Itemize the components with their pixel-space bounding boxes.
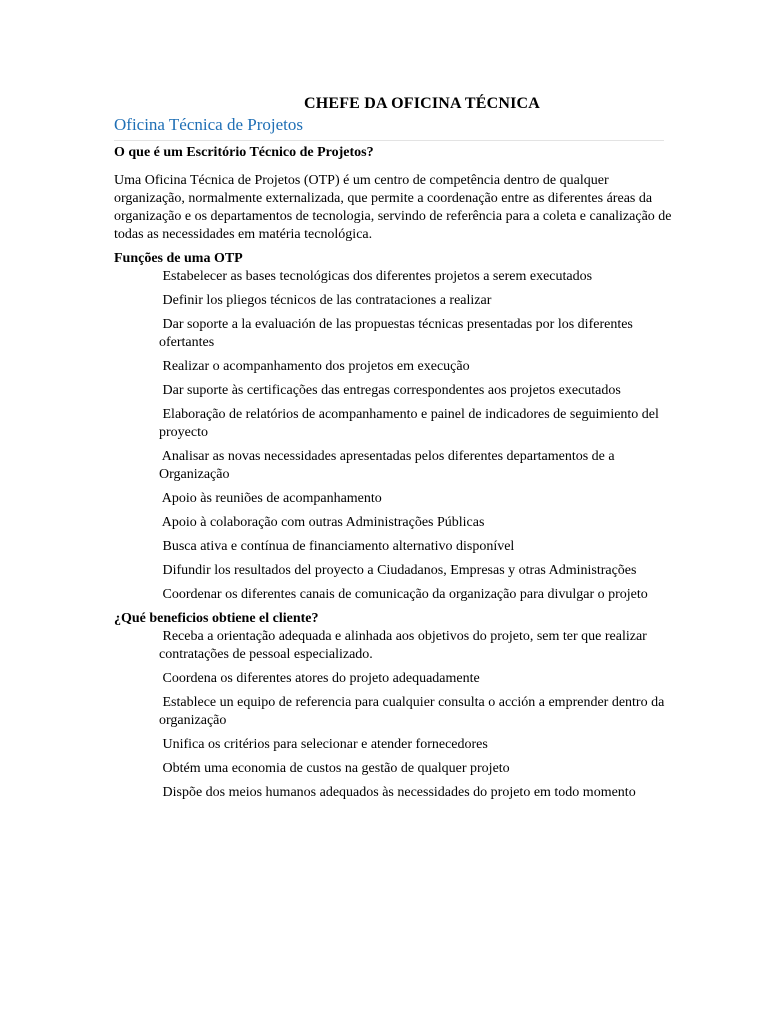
function-item-text: Analisar as novas necessidades apresentadas pelos diferentes departamentos de a Organização: [159, 449, 615, 482]
function-item: [139, 586, 674, 604]
benefit-item: [139, 628, 674, 664]
benefit-item-text: Unifica os critérios para selecionar e atender fornecedores: [159, 737, 488, 752]
benefit-item: [139, 784, 674, 802]
function-item: [139, 490, 674, 508]
section-title: Oficina Técnica de Projetos: [114, 115, 303, 134]
benefit-item-text: Coordena os diferentes atores do projeto adequadamente: [159, 671, 480, 686]
function-item-text: Realizar o acompanhamento dos projetos em execução: [159, 359, 470, 374]
function-item-text: Estabelecer as bases tecnológicas dos diferentes projetos a serem executados: [159, 269, 593, 284]
function-item: [139, 358, 674, 376]
benefit-item-text: Obtém uma economia de custos na gestão de qualquer projeto: [159, 761, 510, 776]
function-item-text: Dar soporte a la evaluación de las propuestas técnicas presentadas por los diferentes ofertantes: [159, 317, 633, 350]
function-item-text: Elaboração de relatórios de acompanhamento e painel de indicadores de seguimiento del proyecto: [159, 407, 659, 440]
document-title: CHEFE DA OFICINA TÉCNICA: [303, 95, 541, 112]
benefits-list: [114, 628, 674, 802]
function-item: [139, 448, 674, 484]
benefit-item: [139, 760, 674, 778]
question-heading: O que é um Escritório Técnico de Projetos?: [114, 145, 374, 160]
function-item: [139, 316, 674, 352]
document-body: [114, 144, 674, 808]
title-divider: [114, 140, 664, 141]
function-item-text: Busca ativa e contínua de financiamento alternativo disponível: [159, 539, 515, 554]
benefit-item: [139, 694, 674, 730]
function-item-text: Dar suporte às certificações das entregas correspondentes aos projetos executados: [159, 383, 621, 398]
benefit-item: [139, 736, 674, 754]
functions-heading: Funções de uma OTP: [114, 251, 243, 266]
function-item-text: Coordenar os diferentes canais de comunicação da organização para divulgar o projeto: [159, 587, 648, 602]
benefits-heading: ¿Qué beneficios obtiene el cliente?: [114, 611, 319, 626]
function-item: [139, 538, 674, 556]
function-item-text: Apoio à colaboração com outras Administrações Públicas: [159, 515, 485, 530]
function-item-text: Apoio às reuniões de acompanhamento: [159, 491, 382, 506]
benefit-item: [139, 670, 674, 688]
intro-paragraph: Uma Oficina Técnica de Projetos (OTP) é um centro de competência dentro de qualquer organização, normalmente externalizada, que permite a coordenação entre as diferentes áreas da organização e os departamentos de tecnologia, servindo de referência para a coleta e canalização de todas as necessidades em matéria tecnológica.: [114, 173, 672, 242]
function-item: [139, 292, 674, 310]
function-item: [139, 562, 674, 580]
function-item-text: Difundir los resultados del proyecto a Ciudadanos, Empresas y otras Administrações: [159, 563, 637, 578]
benefit-item-text: Receba a orientação adequada e alinhada aos objetivos do projeto, sem ter que realizar contratações de pessoal especializado.: [159, 629, 647, 662]
function-item: [139, 514, 674, 532]
benefit-item-text: Establece un equipo de referencia para cualquier consulta o acción a emprender dentro da organização: [159, 695, 665, 728]
function-item-text: Definir los pliegos técnicos de las contrataciones a realizar: [159, 293, 492, 308]
functions-list: [114, 268, 674, 604]
function-item: [139, 382, 674, 400]
function-item: [139, 268, 674, 286]
benefit-item-text: Dispõe dos meios humanos adequados às necessidades do projeto em todo momento: [159, 785, 636, 800]
function-item: [139, 406, 674, 442]
